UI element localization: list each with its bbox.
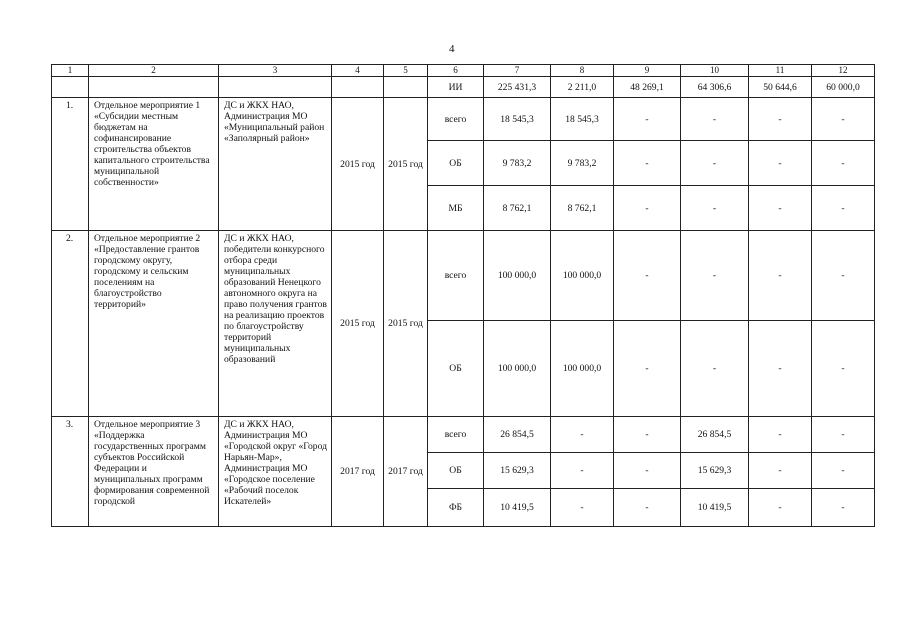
amount-cell: 15 629,3 [484,453,551,489]
amount-cell: - [681,321,749,417]
header-cell: 4 [332,65,384,77]
totals-value: 2 211,0 [551,77,614,98]
funding-source: всего [428,417,484,453]
amount-cell: - [551,417,614,453]
totals-value: 64 306,6 [681,77,749,98]
totals-row [52,77,875,98]
amount-cell: 10 419,5 [681,489,749,527]
amount-cell: - [614,417,681,453]
item-executor: ДС и ЖКХ НАО, Администрация МО «Муниципальный район «Заполярный район» [219,98,332,231]
funding-source: ОБ [428,321,484,417]
empty-cell [219,77,332,98]
amount-cell: 100 000,0 [551,321,614,417]
amount-cell: - [812,98,875,141]
empty-cell [89,77,219,98]
item-start-year: 2015 год [332,231,384,417]
header-cell: 7 [484,65,551,77]
empty-cell [52,77,89,98]
amount-cell: - [614,186,681,231]
header-cell: 1 [52,65,89,77]
item-name: Отдельное мероприятие 3 «Поддержка государственных программ субъектов Российской Федерации и муниципальных программ формирования современной городской [89,417,219,527]
header-cell: 8 [551,65,614,77]
amount-cell: - [749,321,812,417]
funding-source: всего [428,231,484,321]
amount-cell: 8 762,1 [551,186,614,231]
amount-cell: - [812,231,875,321]
amount-cell: - [812,141,875,186]
table-row [52,98,875,141]
item-executor: ДС и ЖКХ НАО, Администрация МО «Городской округ «Город Нарьян-Мар», Администрация МО «Городское поселение «Рабочий поселок Искателей» [219,417,332,527]
amount-cell: - [812,186,875,231]
item-number: 2. [52,231,89,417]
amount-cell: - [614,231,681,321]
header-cell: 10 [681,65,749,77]
amount-cell: 18 545,3 [551,98,614,141]
amount-cell: - [749,141,812,186]
amount-cell: 8 762,1 [484,186,551,231]
item-start-year: 2015 год [332,98,384,231]
funding-source: ОБ [428,453,484,489]
amount-cell: 100 000,0 [551,231,614,321]
empty-cell [332,77,384,98]
header-cell: 6 [428,65,484,77]
amount-cell: - [749,186,812,231]
item-end-year: 2015 год [384,231,428,417]
totals-value: 225 431,3 [484,77,551,98]
amount-cell: - [681,98,749,141]
amount-cell: - [749,231,812,321]
funding-source: всего [428,98,484,141]
header-cell: 3 [219,65,332,77]
budget-table [51,64,875,527]
amount-cell: 100 000,0 [484,231,551,321]
amount-cell: - [551,453,614,489]
page-number: 4 [449,43,455,55]
amount-cell: - [749,489,812,527]
funding-source: ФБ [428,489,484,527]
item-number: 3. [52,417,89,527]
item-number: 1. [52,98,89,231]
amount-cell: - [681,231,749,321]
item-name: Отдельное мероприятие 2 «Предоставление грантов городскому округу, городскому и сельским поселениям на благоустройство территорий» [89,231,219,417]
amount-cell: - [551,489,614,527]
header-cell: 5 [384,65,428,77]
amount-cell: - [614,98,681,141]
amount-cell: 100 000,0 [484,321,551,417]
amount-cell: - [749,453,812,489]
column-number-row [52,65,875,77]
funding-source: ОБ [428,141,484,186]
totals-source: ИИ [428,77,484,98]
amount-cell: 26 854,5 [681,417,749,453]
header-cell: 12 [812,65,875,77]
amount-cell: - [812,417,875,453]
header-cell: 9 [614,65,681,77]
amount-cell: 10 419,5 [484,489,551,527]
funding-source: МБ [428,186,484,231]
item-executor: ДС и ЖКХ НАО, победители конкурсного отбора среди муниципальных образований Ненецкого автономного округа на право получения грантов на реализацию проектов по благоустройству территорий муниципальных образований [219,231,332,417]
amount-cell: 9 783,2 [551,141,614,186]
amount-cell: - [614,453,681,489]
totals-value: 60 000,0 [812,77,875,98]
amount-cell: - [614,321,681,417]
amount-cell: 15 629,3 [681,453,749,489]
totals-value: 50 644,6 [749,77,812,98]
amount-cell: - [681,186,749,231]
header-cell: 11 [749,65,812,77]
item-end-year: 2017 год [384,417,428,527]
amount-cell: 9 783,2 [484,141,551,186]
amount-cell: - [614,141,681,186]
header-cell: 2 [89,65,219,77]
amount-cell: - [614,489,681,527]
item-end-year: 2015 год [384,98,428,231]
amount-cell: - [812,453,875,489]
amount-cell: - [749,98,812,141]
table-row [52,417,875,453]
table-row [52,231,875,321]
item-name: Отдельное мероприятие 1 «Субсидии местным бюджетам на софинансирование строительства объектов капитального строительства муниципальной собственности» [89,98,219,231]
amount-cell: - [812,489,875,527]
amount-cell: - [812,321,875,417]
item-start-year: 2017 год [332,417,384,527]
amount-cell: - [681,141,749,186]
empty-cell [384,77,428,98]
amount-cell: 26 854,5 [484,417,551,453]
amount-cell: 18 545,3 [484,98,551,141]
totals-value: 48 269,1 [614,77,681,98]
amount-cell: - [749,417,812,453]
